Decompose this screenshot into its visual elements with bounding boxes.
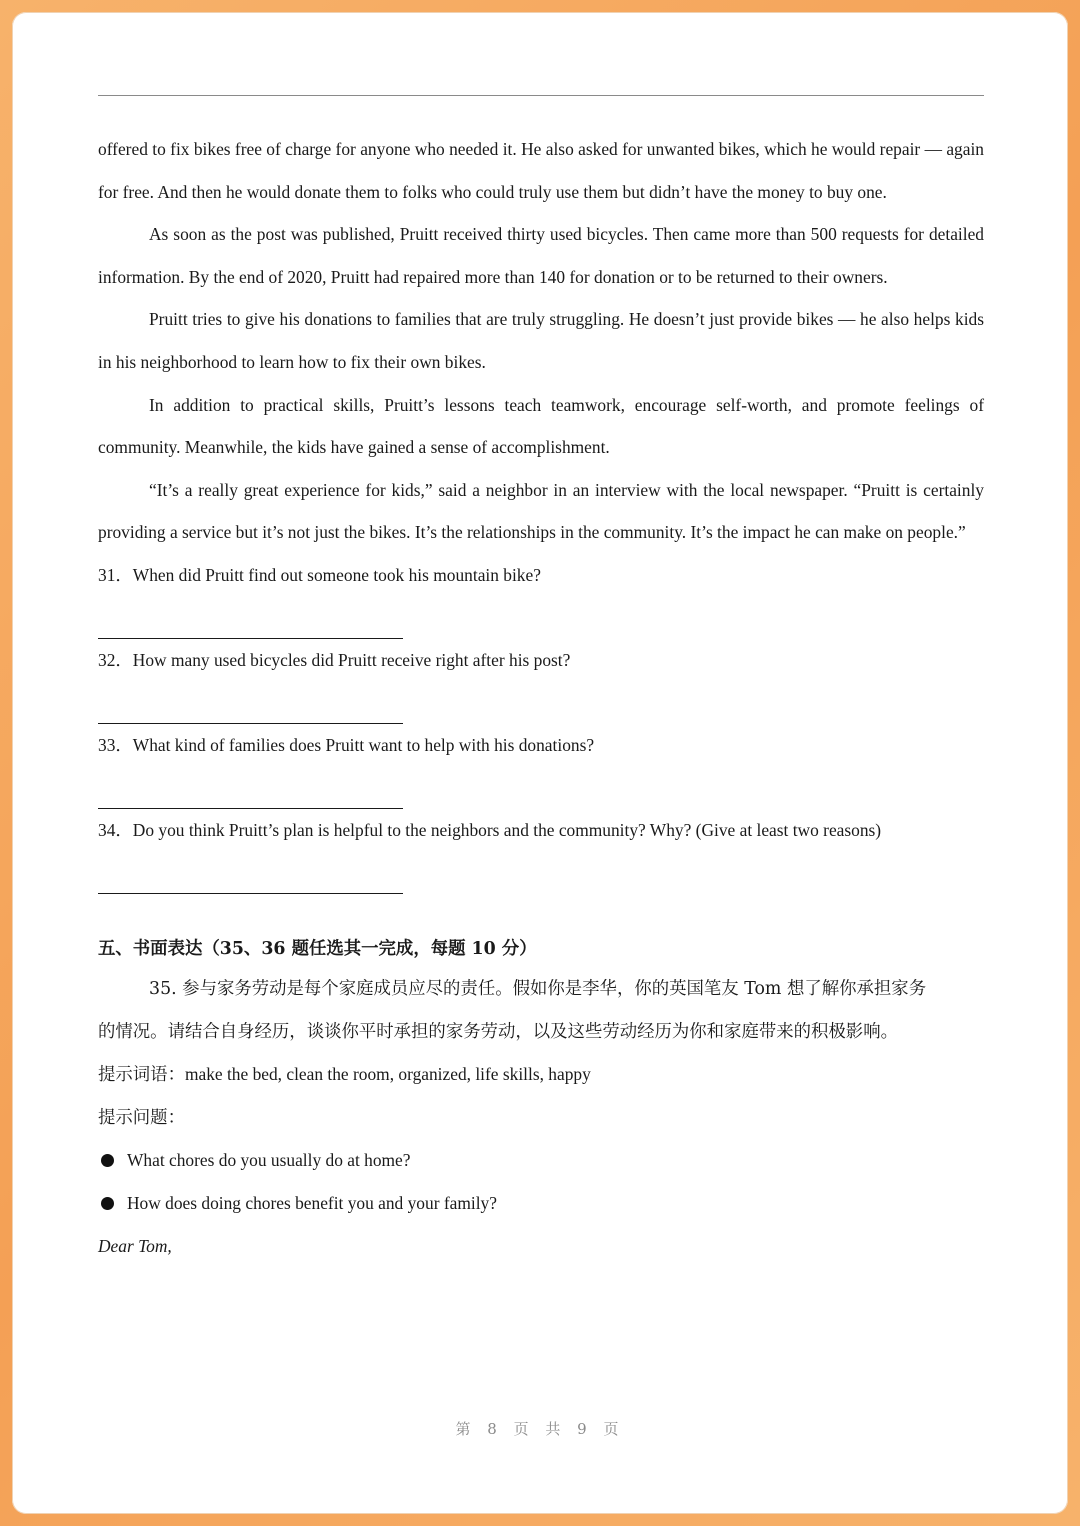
hint-item-2 <box>98 1182 984 1225</box>
question-text: When did Pruitt find out someone took his mountain bike? <box>132 564 541 585</box>
header-rule <box>98 95 984 96</box>
question-text: Do you think Pruitt’s plan is helpful to the neighbors and the community? Why? (Give at least two reasons) <box>132 819 882 840</box>
question-number: 32． <box>98 649 133 670</box>
question-31 <box>98 554 984 596</box>
answer-line-33[interactable] <box>98 766 403 809</box>
passage-paragraph-2: As soon as the post was published, Pruitt received thirty used bicycles. Then came more than 500 requests for detailed information. By the end of 2020, Pruitt had repaired more than 140 for donation or to be returned to their owners. <box>98 224 984 287</box>
answer-line-34[interactable] <box>98 851 403 894</box>
answer-line-31[interactable] <box>98 596 403 639</box>
question-number: 31． <box>98 564 133 585</box>
bullet-icon <box>101 1154 114 1167</box>
passage-paragraph-5: “It’s a really great experience for kids,” said a neighbor in an interview with the local newspaper. “Pruitt is certainly providing a service but it’s not just the bikes. It’s the relationships in the community. It’s the impact he can make on people.” <box>98 479 984 543</box>
writing-prompt-line-1: 35. 参与家务劳动是每个家庭成员应尽的责任。假如你是李华，你的英国笔友 Tom 想了解你承担家务 <box>149 978 927 999</box>
passage-paragraph-3: Pruitt tries to give his donations to families that are truly struggling. He doesn’t just provide bikes — he also helps kids in his neighborhood to learn how to fix their own bikes. <box>98 309 984 372</box>
hint-item-1 <box>98 1139 984 1182</box>
keywords-line <box>98 1053 984 1097</box>
page-content <box>98 128 984 1267</box>
keywords-text: make the bed, clean the room, organized, life skills, happy <box>184 1064 591 1085</box>
passage-paragraph-1: offered to fix bikes free of charge for anyone who needed it. He also asked for unwanted bikes, which he would repair — again for free. And then he would donate them to folks who could truly use them but didn’t have the money to buy one. <box>98 139 984 202</box>
question-number: 34． <box>98 819 133 840</box>
hint-text: What chores do you usually do at home? <box>127 1150 411 1171</box>
passage-paragraph-4: In addition to practical skills, Pruitt’s lessons teach teamwork, encourage self-worth, and promote feelings of community. Meanwhile, the kids have gained a sense of accomplishment. <box>98 394 984 458</box>
hint-text: How does doing chores benefit you and your family? <box>127 1192 497 1213</box>
writing-prompt-line-2: 的情况。请结合自身经历，谈谈你平时承担的家务劳动，以及这些劳动经历为你和家庭带来的积极影响。 <box>98 1021 898 1042</box>
question-text: What kind of families does Pruitt want to help with his donations? <box>132 734 595 755</box>
section-gap <box>98 894 984 930</box>
question-34 <box>98 809 984 851</box>
question-33 <box>98 724 984 766</box>
bullet-icon <box>101 1197 114 1210</box>
keywords-label: 提示词语： <box>98 1065 185 1086</box>
hints-label: 提示问题： <box>98 1107 185 1128</box>
answer-line-32[interactable] <box>98 681 403 724</box>
letter-salutation: Dear Tom, <box>98 1235 172 1256</box>
document-page <box>12 12 1068 1514</box>
question-32 <box>98 639 984 681</box>
question-number: 33． <box>98 734 133 755</box>
page-footer: 第 8 页 共 9 页 <box>455 1420 625 1438</box>
question-text: How many used bicycles did Pruitt receive right after his post? <box>132 649 571 670</box>
writing-section-title: 五、书面表达（35、36 题任选其一完成，每题 10 分） <box>98 938 537 959</box>
